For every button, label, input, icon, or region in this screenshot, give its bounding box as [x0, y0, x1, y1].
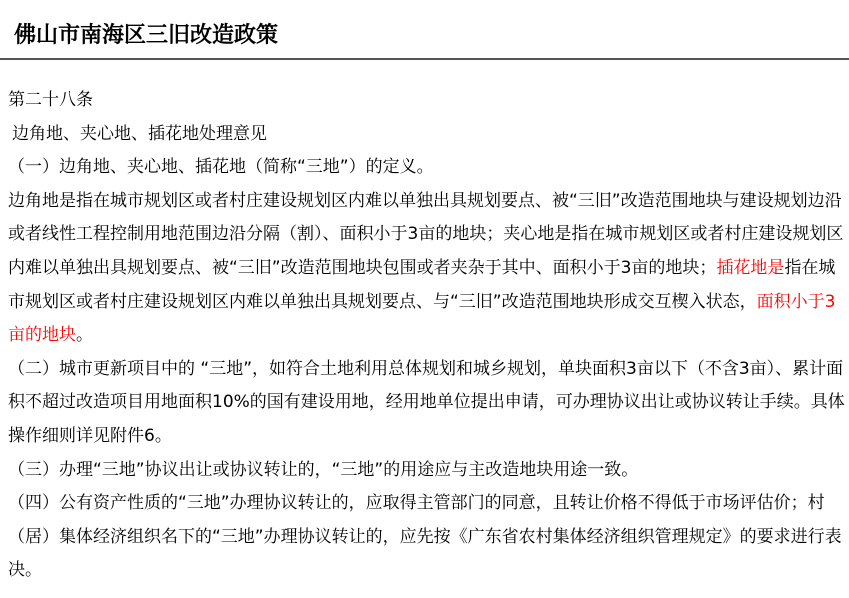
highlight-chahuadi: 插花地是 [716, 257, 785, 278]
section-1-title: （一）边角地、夹心地、插花地（简称“三地”）的定义。 [8, 157, 434, 178]
page-title: 佛山市南海区三旧改造政策 [14, 23, 279, 48]
highlight-area-limit: 面积小于3亩的地块 [8, 291, 836, 346]
section-3: （三）办理“三地”协议出让或协议转让的，“三地”的用途应与主改造地块用途一致。 [8, 459, 639, 480]
section-2: （二）城市更新项目中的 “三地”，如符合土地利用总体规划和城乡规划，单块面积3亩以下（不含3亩）、累计面积不超过改造项目用地面积10%的国有建设用地，经用地单位提出申请，可办理协议出让或协议转让手续。具体操作细则详见附件6。 [8, 358, 845, 446]
section-1-text-a: 边角地是指在城市规划区或者村庄建设规划区内难以单独出具规划要点、被“三旧”改造范围地块与建设规划边沿或者线性工程控制用地范围边沿分隔（割）、面积小于3亩的地块；夹心地是指在城市规划区或者村庄建设规划区内难以单独出具规划要点、被“三旧”改造范围地块包围或者夹杂于其中、面积小于3亩的地块； [8, 190, 844, 278]
section-1-body [8, 185, 846, 353]
article-heading: 边角地、夹心地、插花地处理意见 [12, 123, 267, 144]
section-1-end: 。 [76, 325, 93, 346]
section-1-text-b: 指在城市规划区或者村庄建设规划区内难以单独出具规划要点、与“三旧”改造范围地块形成交互楔入状态， [8, 257, 836, 312]
section-4: （四）公有资产性质的“三地”办理协议转让的，应取得主管部门的同意，且转让价格不得低于市场评估价；村（居）集体经济组织名下的“三地”办理协议转让的，应先按《广东省农村集体经济组织管理规定》的要求进行表决。 [8, 493, 842, 581]
article-number: 第二十八条 [8, 90, 93, 110]
article-body [8, 84, 846, 588]
slide-header [0, 0, 849, 60]
